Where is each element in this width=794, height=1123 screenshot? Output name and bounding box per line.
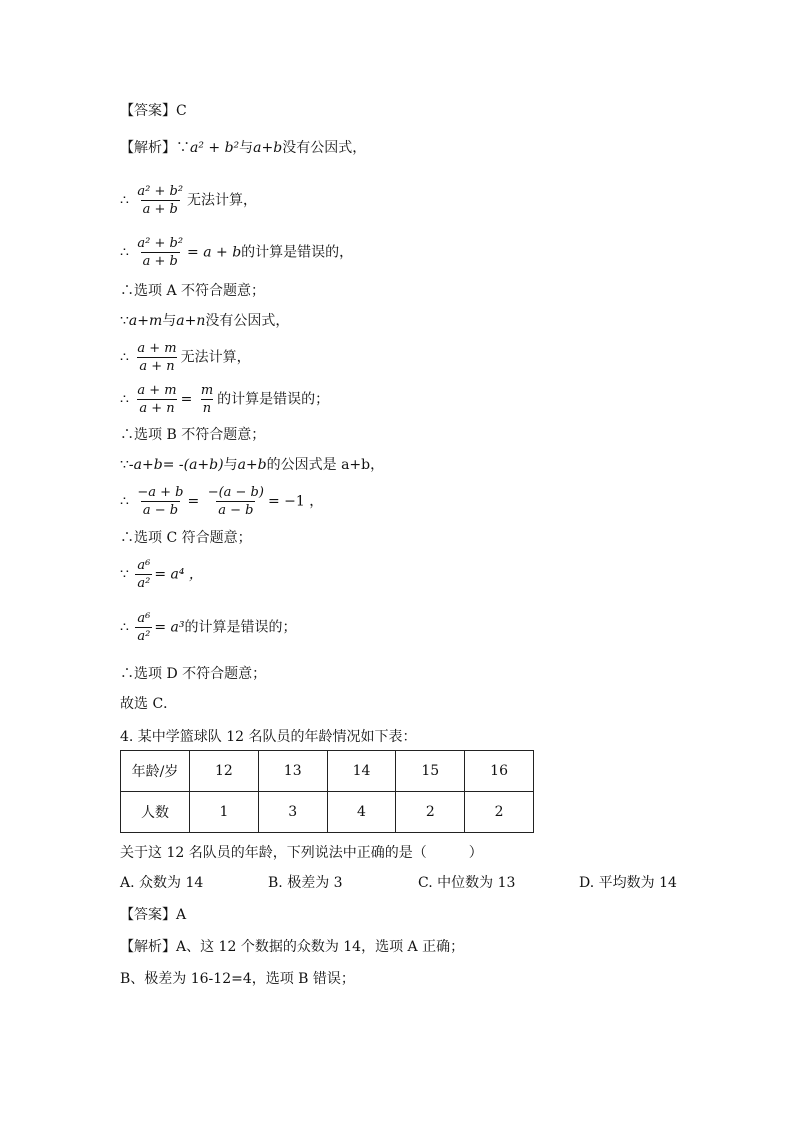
fraction xyxy=(135,610,152,645)
analysis-line-14: ∴选项 D 不符合题意； xyxy=(120,666,267,682)
answer-line-q4 xyxy=(120,905,186,925)
numerator: −a + b xyxy=(137,485,184,500)
math-expression: = a³ xyxy=(154,619,185,636)
numerator: a² + b² xyxy=(137,236,184,251)
analysis-line-3 xyxy=(120,235,353,270)
denominator: a − b xyxy=(142,503,179,518)
math-expression: -a+b= -(a+b) xyxy=(128,457,224,473)
table-cell: 1 xyxy=(190,792,259,833)
table-cell: 13 xyxy=(258,751,327,792)
because-symbol: ∵ xyxy=(120,313,129,329)
text: 无法计算， xyxy=(187,192,258,209)
text: 没有公因式， xyxy=(282,140,367,156)
analysis-line-5 xyxy=(120,311,289,331)
denominator: a + n xyxy=(139,359,175,374)
analysis-q4-line-2: B、极差为 16-12=4，选项 B 错误； xyxy=(120,971,355,987)
equals-sign: = xyxy=(180,391,193,408)
text: 与 xyxy=(162,313,177,329)
equals-sign: = xyxy=(187,493,200,510)
analysis-line-8: ∴选项 B 不符合题意； xyxy=(120,427,266,443)
math-expression: a+b xyxy=(237,457,267,473)
therefore-symbol: ∴ xyxy=(120,391,129,408)
analysis-q4-line-1 xyxy=(120,937,464,957)
result: = −1 ， xyxy=(267,493,324,510)
text: 的计算是错误的； xyxy=(184,619,297,636)
denominator: a + b xyxy=(142,254,178,269)
analysis-line-9 xyxy=(120,455,384,475)
question-4-text: 4. 某中学篮球队 12 名队员的年龄情况如下表： xyxy=(120,729,417,745)
analysis-line-13 xyxy=(120,610,296,645)
table-cell: 2 xyxy=(396,792,465,833)
fraction xyxy=(135,382,178,417)
math-expression: a² + b² xyxy=(190,140,240,156)
denominator: a − b xyxy=(218,503,254,518)
table-header-cell: 年龄/岁 xyxy=(121,751,190,792)
text: 没有公因式， xyxy=(205,313,290,329)
numerator: a + m xyxy=(137,341,177,356)
text: 的计算是错误的； xyxy=(217,391,330,408)
analysis-line-2 xyxy=(120,183,257,218)
denominator: a + b xyxy=(142,202,178,217)
age-table xyxy=(120,750,534,833)
table-cell: 14 xyxy=(327,751,396,792)
answer-label: 【答案】 xyxy=(120,103,176,119)
therefore-symbol: ∴ xyxy=(120,349,129,366)
text: A、这 12 个数据的众数为 14，选项 A 正确； xyxy=(176,939,465,955)
conclusion-line: 故选 C． xyxy=(120,696,178,712)
text: 的公因式是 a+b， xyxy=(266,457,385,473)
because-symbol: ∵ xyxy=(120,566,129,583)
analysis-line-12 xyxy=(120,557,203,592)
analysis-label: 【解析】 xyxy=(120,939,176,955)
denominator: a² xyxy=(137,629,151,644)
option-b: B. 极差为 3 xyxy=(268,875,343,891)
therefore-symbol: ∴ xyxy=(120,244,129,261)
table-cell: 3 xyxy=(258,792,327,833)
table-cell: 16 xyxy=(465,751,534,792)
fraction xyxy=(135,235,185,270)
table-cell: 4 xyxy=(327,792,396,833)
table-cell: 15 xyxy=(396,751,465,792)
text: 的计算是错误的， xyxy=(241,244,354,261)
table-cell: 2 xyxy=(465,792,534,833)
table-header-cell: 人数 xyxy=(121,792,190,833)
answer-value: A xyxy=(176,907,187,923)
math-expression: a+n xyxy=(176,313,206,329)
math-expression: a+m xyxy=(128,313,163,329)
therefore-symbol: ∴ xyxy=(120,619,129,636)
math-expression: a+b xyxy=(253,140,283,156)
fraction xyxy=(135,340,178,375)
option-a: A. 众数为 14 xyxy=(120,875,204,891)
analysis-line-7 xyxy=(120,382,329,417)
text: 无法计算， xyxy=(180,349,251,366)
analysis-line-4: ∴选项 A 不符合题意； xyxy=(120,283,266,299)
math-expression: = a⁴ ， xyxy=(154,566,203,583)
fraction xyxy=(206,484,266,519)
numerator: m xyxy=(200,383,214,398)
answer-label: 【答案】 xyxy=(120,907,176,923)
table-cell: 12 xyxy=(190,751,259,792)
denominator: a + n xyxy=(139,401,175,416)
math-expression: = a + b xyxy=(187,244,242,261)
analysis-line-1 xyxy=(120,138,366,158)
text: 与 xyxy=(239,140,254,156)
numerator: a⁶ xyxy=(137,611,151,626)
therefore-symbol: ∴ xyxy=(120,192,129,209)
analysis-line-10 xyxy=(120,484,323,519)
option-c: C. 中位数为 13 xyxy=(418,875,516,891)
fraction xyxy=(135,557,152,592)
denominator: n xyxy=(202,401,212,416)
because-symbol: ∵ xyxy=(120,457,129,473)
because-symbol: ∵ xyxy=(176,140,190,156)
analysis-line-11: ∴选项 C 符合题意； xyxy=(120,530,252,546)
numerator: a + m xyxy=(137,383,177,398)
text: 与 xyxy=(223,457,238,473)
answer-value: C xyxy=(176,103,187,119)
fraction xyxy=(135,484,185,519)
fraction xyxy=(135,183,185,218)
question-4-prompt: 关于这 12 名队员的年龄，下列说法中正确的是（ ） xyxy=(120,845,483,861)
denominator: a² xyxy=(137,576,151,591)
table-row xyxy=(121,751,534,792)
numerator: −(a − b) xyxy=(207,485,264,500)
numerator: a² + b² xyxy=(137,184,184,199)
analysis-label: 【解析】 xyxy=(120,140,176,156)
answer-line xyxy=(120,101,187,121)
therefore-symbol: ∴ xyxy=(120,493,129,510)
option-d: D. 平均数为 14 xyxy=(579,875,677,891)
fraction xyxy=(199,382,215,417)
table-row xyxy=(121,792,534,833)
analysis-line-6 xyxy=(120,340,251,375)
numerator: a⁶ xyxy=(137,558,151,573)
